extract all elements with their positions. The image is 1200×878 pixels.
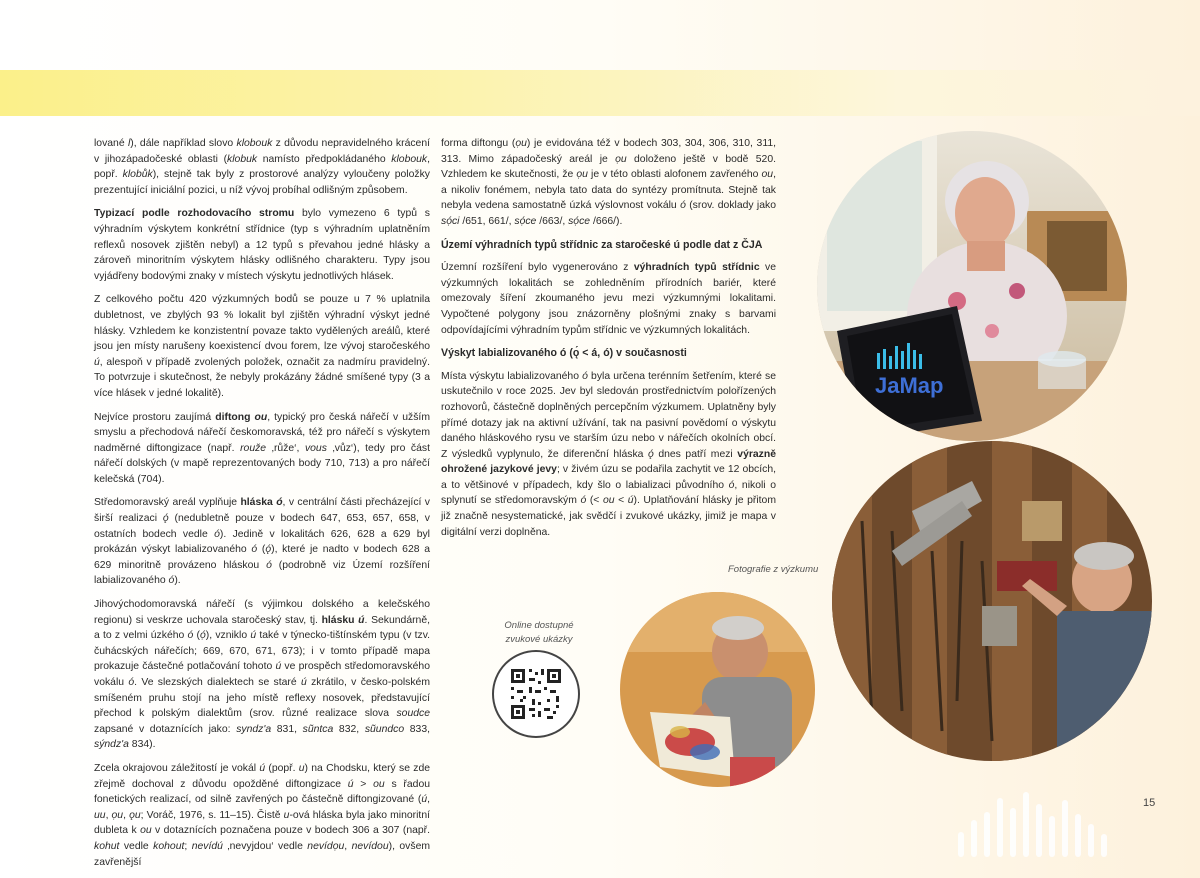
page-number: 15: [1143, 797, 1156, 809]
paragraph: Jihovýchodomoravská nářečí (s výjimkou dolského a kelečského regionu) si veskrze uchovala staročeský stav, tj. hlásku ú. Sekundárně, a to z velmi úzkého ó (ọ́), vzniklo ú také v týnecko-tištínském typu (v tzv. čuhácských nářečích; 669, 670, 671, 673); i v tomto případě mapa prokazuje částečné potlačování tohoto ú ve prospěch středomoravského vokálu ó. Ve slezských dialektech se staré ú zkrátilo, v česko-polském smíšeném pruhu stojí na jeho místě reflexy nosovek, představující přechod k polským dialektům (srov. různé realizace slova soudce zapsané v dotaznících jako: syndz'a 831, sũntca 832, sũundco 833, sýndz'a 834).: [94, 599, 431, 751]
section-heading: Výskyt labializovaného ó (ǫ́ < á, ó) v současnosti: [441, 347, 687, 360]
paragraph: Z celkového počtu 420 výzkumných bodů se pouze u 7 % uplatnila dubletnost, ve zbylých 93 % lokalit byl zjištěn výhradní výskyt jedné hlásky. Vzhledem ke konzistentní povaze takto vydělených areálů, které jsou jen místy narušeny koexistencí dvou forem, lze vývoj staročeského ú, alespoň v případě zvolených položek, označit za nadmíru pravidelný. To potvrzuje i skutečnost, že nebyly prokázány žádné smíšené typy (3 a více hlásek v jedné lokalitě).: [94, 294, 430, 399]
paragraph: Typizací podle rozhodovacího stromu bylo vymezeno 6 typů s výhradním výskytem konkrétní střídnice (typ s výhradním uplatněním reflexů nosovek zjištěn nebyl) a 12 typů s převahou jedné hlásky a zároveň minoritním výskytem hlásky odlišného charakteru. Typy jsou vyjádřeny bodovými znaky v místech výskytu jednotlivých hlásek.: [94, 208, 430, 282]
section-heading: Území výhradních typů střídnic za staročeské ú podle dat z ČJA: [441, 238, 763, 251]
paragraph: Místa výskytu labializovaného ó byla určena terénním šetřením, které se uskutečnilo v roce 2025. Jev byl sledován prostřednictvím polořízených rozhovorů, částečně doplněných percepčním výzkumem. Uplatněny byly přímé dotazy jak na aktivní užívání, tak na pasivní povědomí o výskytu daného hláskového rysu ve starším úzu nebo v nářečích okolních obcí. Z výsledků vyplynulo, že diferenční hláska ǫ́ dnes patří mezi výrazně ohrožené jazykové jevy; v živém úzu se podařila zachytit ve 12 obcích, a to většinové v případech, kdy šlo o labializaci původního ó, nikoli o splynutí se středomoravským ó (< ou < ú). Uplatňování hlásky je přitom již značně nesystematické, jak svědčí i zvukové ukázky, jimiž je mapa v digitální verzi doplněna.: [441, 370, 776, 538]
text-column-left: [94, 136, 430, 878]
paragraph: forma diftongu (ọu) je evidována též v bodech 303, 304, 306, 310, 311, 313. Mimo západočeský areál je ọu doloženo ještě v bodě 520. Vzhledem ke skutečnosti, že ọu je v této oblasti alofonem zavřeného ou, a nikoliv fonémem, nebyla tato data do syntézy promítnuta. Stejně tak nebyla vedena samostatně úzká výslovnost vokálu ó (srov. doklady jako sọ́ci /651, 661/, sọ́ce /663/, sọ́ce /666/).: [441, 138, 776, 227]
text-column-right: [441, 136, 776, 548]
qr-code[interactable]: [492, 650, 580, 738]
paragraph: Zcela okrajovou záležitostí je vokál ú (popř. u) na Chodsku, který se zde zřejmě dochoval z důvodu opožděné diftongizace ú > ou s řadou fonetických realizací, od silně zavřených po částečně diftongizované (ú, uu, ọu, ǫu; Voráč, 1976, s. 11–15). Čistě u-ová hláska byla jako minoritní dubleta k ou v dotaznících poznačena pouze v bodech 306 a 307 (např. kohut vedle kohout; nevídú ‚nevyjdou‘ vedle nevídọu, nevídou), ovšem zavřenější: [94, 762, 431, 868]
sound-bars-logo: [958, 790, 1158, 862]
caption-research-photos: Fotografie z výzkumu: [728, 564, 819, 575]
laptop-logo-text: JaMap: [875, 373, 944, 398]
caption-audio-samples: [497, 619, 581, 647]
caption-line: zvukové ukázky: [505, 634, 573, 645]
caption-line: Online dostupné: [504, 620, 574, 631]
paragraph: Nejvíce prostoru zaujímá diftong ou, typický pro česká nářečí v užším smyslu a přechodová nářečí českomoravská, též pro nářečí s výskytem nadměrné diftongizace (např. rouže ‚růže‘, vous ‚vůz‘), tedy pro část nářečí dolských (v mapě reprezentovaných body 710, 713) a pro nářečí kelečská (704).: [94, 411, 430, 485]
photo-woman-laptop: [817, 131, 1127, 441]
header-band: [0, 70, 1200, 116]
paragraph: Středomoravský areál vyplňuje hláska ó, v centrální části přecházející v širší realizaci ǫ́ (nedubletně pouze v bodech 647, 653, 657, 658, v ostatních bodech vedle ó). Jedině v lokalitách 626, 628 a 629 byl prokázán výskyt labializovaného ó (ǫ́), které je nadto v bodech 628 a 629 minoritně provázeno hláskou ó (podrobně viz Území rozšíření labializovaného ó).: [94, 497, 430, 587]
paragraph: Územní rozšíření bylo vygenerováno z výhradních typů střídnic ve výzkumných lokalitách se zohledněním přírodních bariér, které omezovaly šíření zkoumaného jevu mezi výzkumnými lokalitami. Vypočtené polygony jsou znázorněny plošnými znaky s barvami odpovídajícími výhradním typům střídnic ve výzkumných lokalitách.: [441, 262, 777, 336]
photo-man-tools: [832, 441, 1152, 761]
paragraph: lované l), dále například slovo klobouk z důvodu nepravidelného krácení v jihozápadočeské oblasti (klobuk namísto předpokládaného klobouk, popř. klobůk), stejně tak byly z prostorové analýzy vyloučeny položky prezentující iniciální pozici, u níž vývoj probíhal odlišným způsobem.: [94, 138, 430, 196]
photo-man-map: [620, 592, 815, 787]
